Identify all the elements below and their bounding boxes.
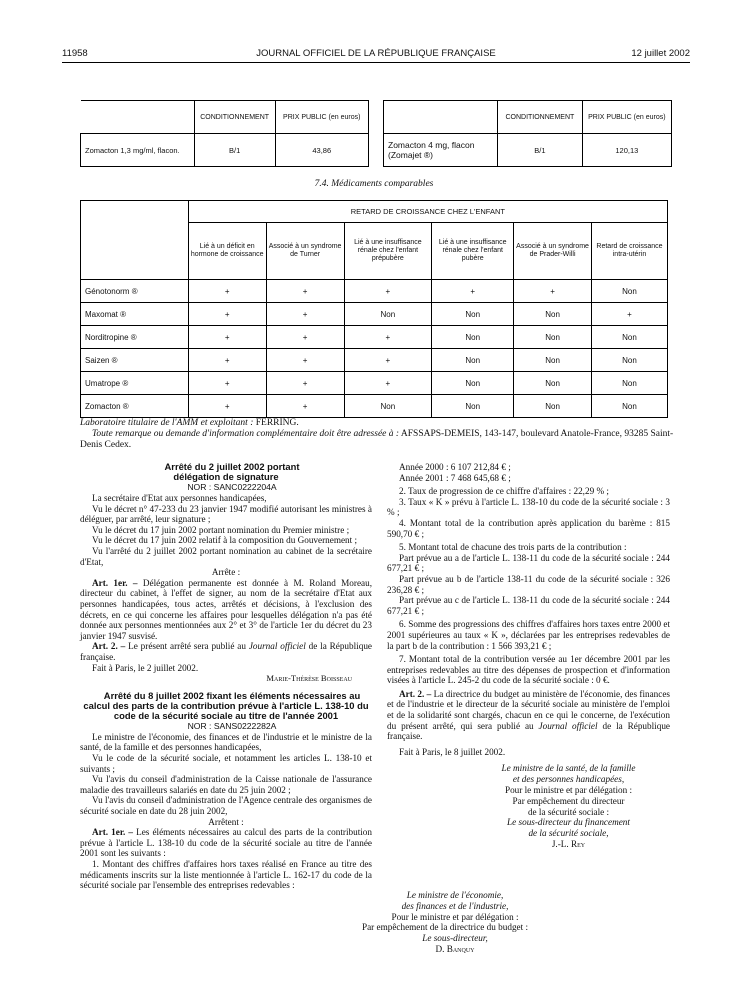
article-label: Art. 1er. – <box>92 827 134 838</box>
table-cell: Non <box>514 372 592 395</box>
article-paragraph <box>80 827 372 859</box>
table-cell: + <box>266 326 344 349</box>
signature-line: Pour le ministre et par délégation : <box>504 785 633 796</box>
paragraph: Vu le décret du 17 juin 2002 relatif à la composition du Gouvernement ; <box>92 535 358 546</box>
product-name: Norditropine ® <box>81 326 189 349</box>
section-title-text: 7.4. Médicaments comparables <box>314 179 434 189</box>
paragraph: 5. Montant total de chacune des trois parts de la contribution : <box>399 542 627 553</box>
table-cell: Non <box>514 395 592 418</box>
column-header: Associé à un syndrome de Turner <box>266 223 344 280</box>
article-text: Délégation permanente est donnée à M. Roland Moreau, directeur du cabinet, à l'effet de signer, au nom de la secrétaire d'Etat aux personnes handicapées, tous actes, arrêtés et décisions, à l'exclusion des décrets, en ce qui concerne les affaires pour lesquelles délégation n'a pas été donnée aux personnes mentionnées aux 2° et 3° de l'article 1er du décret du 23 janvier 1947 susvisé. <box>80 577 372 641</box>
price-value: 43,86 <box>275 134 368 167</box>
table-row <box>81 303 668 326</box>
table-cell: + <box>344 349 432 372</box>
signature: Marie-Thérèse Boisseau <box>266 673 352 684</box>
table-row <box>81 395 668 418</box>
signature-line: et des personnes handicapées, <box>512 774 625 785</box>
paragraph: Part prévue au c de l'article L. 138-11 du code de la sécurité sociale : 244 677,21 € ; <box>387 595 670 616</box>
paragraph: 2. Taux de progression de ce chiffre d'affaires : 22,29 % ; <box>399 486 609 497</box>
fait-line: Fait à Paris, le 2 juillet 2002. <box>92 662 199 673</box>
page-number: 11958 <box>62 48 88 59</box>
table-cell: Non <box>591 395 667 418</box>
journal-title: JOURNAL OFFICIEL DE LA RÉPUBLIQUE FRANÇAISE <box>256 48 496 59</box>
table-cell: Non <box>591 349 667 372</box>
paragraph: Année 2001 : 7 468 645,68 € ; <box>399 472 511 483</box>
signatory-name: J.-L. Rey <box>551 839 586 850</box>
table-header: CONDITIONNEMENT <box>194 101 275 134</box>
table-header: CONDITIONNEMENT <box>498 101 583 134</box>
paragraph: La secrétaire d'Etat aux personnes handicapées, <box>92 493 267 503</box>
table-cell: Non <box>432 326 514 349</box>
section-title <box>0 179 748 189</box>
product-name: Saizen ® <box>81 349 189 372</box>
paragraph: Vu l'avis du conseil d'administration de la Caisse nationale de l'assurance maladie des travailleurs salariés en date du 25 juin 2002 ; <box>80 774 372 795</box>
column-header: Retard de croissance intra-utérin <box>591 223 667 280</box>
signature-block-sante <box>387 763 670 849</box>
table-header: PRIX PUBLIC (en euros) <box>275 101 368 134</box>
remark-label: Toute remarque ou demande d'information complémentaire doit être adressée à : <box>92 429 400 439</box>
table-row <box>81 372 668 395</box>
table-cell: + <box>266 280 344 303</box>
table-row <box>81 280 668 303</box>
table-cell: Non <box>344 303 432 326</box>
table-cell: Non <box>591 372 667 395</box>
signature-block-economie <box>355 890 555 955</box>
table-cell: Non <box>344 395 432 418</box>
signature-line: Le sous-directeur du financement <box>507 817 630 828</box>
price-value: 120,13 <box>582 134 671 167</box>
column-header: Lié à une insuffisance rénale chez l'enfant prépubère <box>344 223 432 280</box>
paragraph: 6. Somme des progressions des chiffres d'affaires hors taxes entre 2000 et 2001 supérieures au taux « K », déclarées par les entreprises redevables de la part b de la contribution : 1 566 393,21 € ; <box>387 619 670 651</box>
article-label: Art. 1er. – <box>92 577 138 588</box>
table-cell: + <box>188 372 266 395</box>
product-name: Umatrope ® <box>81 372 189 395</box>
product-name-line1: Zomacton 4 mg, flacon <box>388 140 475 150</box>
table-cell <box>81 101 195 134</box>
table-cell: + <box>266 395 344 418</box>
comparison-table <box>80 200 668 418</box>
paragraph: 7. Montant total de la contribution versée au 1er décembre 2001 par les entreprises redevables au titre des dépenses de prospection et d'information visées à l'article L. 245-2 du code de la sécurité sociale : 0 €. <box>387 654 670 686</box>
signature-line: Le sous-directeur, <box>422 933 488 944</box>
table-cell: Non <box>514 303 592 326</box>
paragraph: Part prévue au b de l'article 138-11 du code de la sécurité sociale : 326 236,28 € ; <box>387 573 670 595</box>
table-corner <box>81 201 189 280</box>
table-cell: + <box>188 349 266 372</box>
article-paragraph <box>387 689 670 742</box>
journal-ref: Journal officiel <box>248 641 306 652</box>
table-cell: + <box>188 280 266 303</box>
table-header: PRIX PUBLIC (en euros) <box>582 101 671 134</box>
table-cell: Non <box>514 326 592 349</box>
paragraph: Année 2000 : 6 107 212,84 € ; <box>399 462 511 472</box>
product-name-line2: (Zomajet ®) <box>388 150 433 160</box>
table-cell: Non <box>514 349 592 372</box>
table-cell: Non <box>432 372 514 395</box>
article-text: de la République française. <box>80 641 372 662</box>
arrete2-title: Arrêté du 8 juillet 2002 fixant les éléments nécessaires au calcul des parts de la contribution prévue à l'article L. 138-10 du code de la sécurité sociale au titre de l'année 2001 <box>83 689 369 722</box>
table-cell: + <box>188 395 266 418</box>
article-text: Les éléments nécessaires au calcul des parts de la contribution prévue à l'article L. 138-10 du code de la sécurité sociale au titre de l'année 2001 sont les suivants : <box>80 827 372 859</box>
paragraph: 3. Taux « K » prévu à l'article L. 138-10 du code de la sécurité sociale : 3 % ; <box>387 496 670 518</box>
column-header: Associé à un syndrome de Prader-Willi <box>514 223 592 280</box>
table-cell: Non <box>591 326 667 349</box>
journal-ref: Journal officiel <box>538 720 598 731</box>
fait-line: Fait à Paris, le 8 juillet 2002. <box>399 746 506 757</box>
lab-label: Laboratoire titulaire de l'AMM et exploitant : <box>80 418 254 428</box>
signature-line: des finances et de l'industrie, <box>401 900 509 911</box>
header-rule <box>62 62 690 63</box>
paragraph: Part prévue au a de l'article L. 138-11 du code de la sécurité sociale : 244 677,21 € ; <box>387 552 670 574</box>
arrete1-nor: NOR : SANC0222204A <box>187 482 277 493</box>
arrete-label: Arrête : <box>211 567 241 578</box>
article-paragraph <box>80 578 372 642</box>
table-cell: + <box>188 303 266 326</box>
signature-line: Par empêchement du directeur <box>512 795 625 806</box>
column-header: Lié à un déficit en hormone de croissance <box>188 223 266 280</box>
table-cell: Non <box>432 303 514 326</box>
product-name: Zomacton 1,3 mg/ml, flacon. <box>81 134 195 167</box>
price-table-left <box>80 100 369 167</box>
conditionnement-value: B/1 <box>194 134 275 167</box>
left-column <box>80 462 372 891</box>
article-text: Le présent arrêté sera publié au <box>125 641 249 652</box>
paragraph: Le ministre de l'économie, des finances et de l'industrie et le ministre de la santé, de la famille et des personnes handicapées, <box>80 731 372 753</box>
paragraph: Vu le code de la sécurité sociale, et notamment les articles L. 138-10 et suivants ; <box>80 753 372 774</box>
table-cell: Non <box>432 395 514 418</box>
arrete1-title: Arrêté du 2 juillet 2002 portant délégation de signature <box>164 461 300 483</box>
signature-line: Le ministre de la santé, de la famille <box>501 763 636 774</box>
table-cell: Non <box>591 280 667 303</box>
table-cell: + <box>266 349 344 372</box>
remark-note <box>80 429 680 450</box>
paragraph: Vu l'avis du conseil d'administration de l'Agence centrale des organismes de sécurité sociale en date du 28 juin 2002, <box>80 795 372 817</box>
paragraph: Vu l'arrêté du 2 juillet 2002 portant nomination au cabinet de la secrétaire d'Etat, <box>80 545 372 567</box>
conditionnement-value: B/1 <box>498 134 583 167</box>
table-cell: + <box>266 303 344 326</box>
table-cell: Non <box>432 349 514 372</box>
table-cell: + <box>344 326 432 349</box>
article-paragraph <box>80 641 372 662</box>
table-cell: + <box>344 372 432 395</box>
table-cell: + <box>514 280 592 303</box>
table-row <box>81 326 668 349</box>
product-name <box>384 134 498 167</box>
article-label: Art. 2. – <box>399 688 432 699</box>
table-cell: + <box>432 280 514 303</box>
signatory-name: D. Banquy <box>435 943 475 954</box>
signature-line: Pour le ministre et par délégation : <box>391 911 519 922</box>
arrete2-nor: NOR : SANS0222282A <box>187 721 277 732</box>
article-label: Art. 2. – <box>92 641 126 652</box>
arretent-label: Arrêtent : <box>208 816 244 827</box>
table-cell: + <box>591 303 667 326</box>
signature-line: Par empêchement de la directrice du budget : <box>361 922 529 933</box>
table-row <box>81 349 668 372</box>
paragraph: Vu le décret du 17 juin 2002 portant nomination du Premier ministre ; <box>92 524 350 535</box>
signature-line: de la sécurité sociale : <box>527 806 610 817</box>
signature-line: Le ministre de l'économie, <box>406 890 504 900</box>
signature-line: de la sécurité sociale, <box>528 828 609 839</box>
group-header: RETARD DE CROISSANCE CHEZ L'ENFANT <box>188 201 667 223</box>
paragraph: 4. Montant total de la contribution après application du barème : 815 590,70 € ; <box>387 517 670 539</box>
column-header: Lié à une insuffisance rénale chez l'enfant pubère <box>432 223 514 280</box>
table-cell <box>384 101 498 134</box>
article-text: La directrice du budget au ministère de l'économie, des finances et de l'industrie et le directeur de la sécurité sociale au ministère de l'emploi et de la solidarité sont chargés, chacun en ce qui le concerne, de l'exécution du présent arrêté, qui sera publié au <box>387 688 670 731</box>
lab-value: FERRING. <box>253 418 299 428</box>
table-cell: + <box>266 372 344 395</box>
product-name: Génotonorm ® <box>81 280 189 303</box>
right-column <box>387 462 670 850</box>
table-cell: + <box>344 280 432 303</box>
remark-value: AFSSAPS-DEMEIS, 143-147, boulevard Anatole-France, 93285 Saint-Denis Cedex. <box>80 429 674 450</box>
product-name: Maxomat ® <box>81 303 189 326</box>
article-text: de la République française. <box>387 720 670 742</box>
page-header <box>62 48 690 62</box>
price-table-right <box>383 100 672 167</box>
lab-note <box>80 418 680 429</box>
paragraph: 1. Montant des chiffres d'affaires hors taxes réalisé en France au titre des médicaments inscrits sur la liste mentionnée à l'article L. 162-17 du code de la sécurité sociale par l'ensemble des entreprises redevables : <box>80 859 372 891</box>
table-cell: + <box>188 326 266 349</box>
issue-date: 12 juillet 2002 <box>631 48 690 59</box>
product-name: Zomacton ® <box>81 395 189 418</box>
paragraph: Vu le décret n° 47-233 du 23 janvier 1947 modifié autorisant les ministres à déléguer, par arrêté, leur signature ; <box>80 503 372 525</box>
